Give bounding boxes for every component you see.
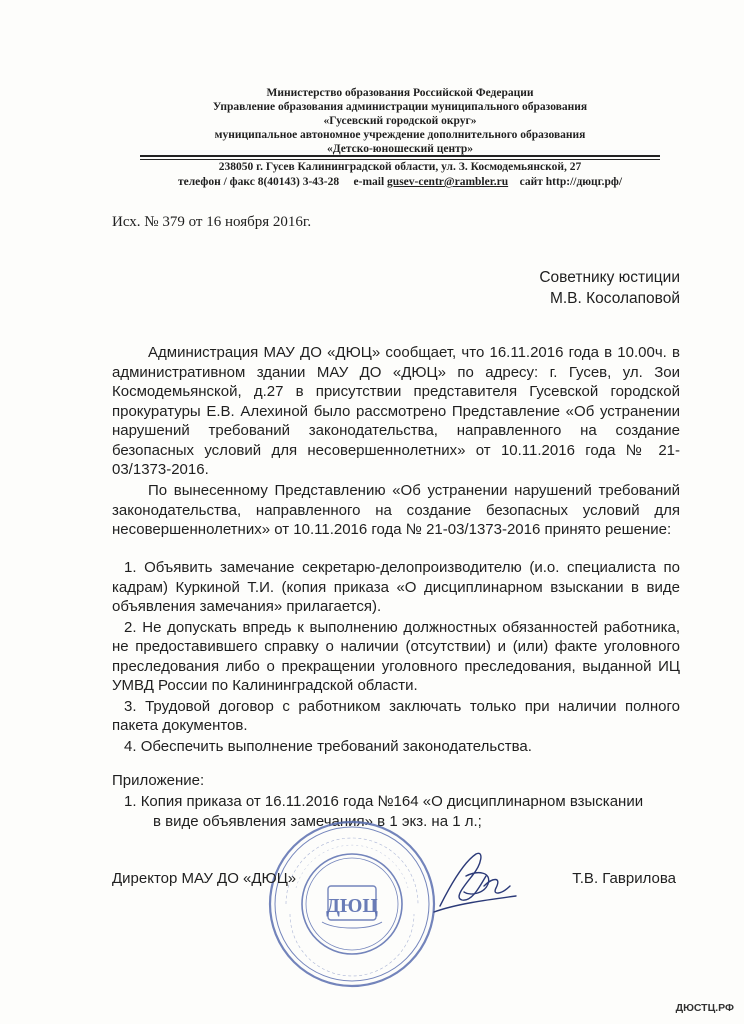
stamp-center-text: ДЮЦ	[326, 895, 378, 917]
body-paragraph-1: Администрация МАУ ДО «ДЮЦ» сообщает, что 16.11.2016 года в 10.00ч. в административном здании МАУ ДО «ДЮЦ» по адресу: г. Гусев, ул. Зои Космодемьянской, д.27 в присутствии представителя Гусевской городской прокуратуры Е.В. Алехиной было рассмотрено Представление «Об устранении нарушений требований законодательства, направленного на создание безопасных условий для несовершеннолетних» от 10.11.2016 года № 21-03/1373-2016.	[112, 344, 680, 478]
decision-list	[112, 558, 680, 757]
contact-line	[140, 175, 660, 190]
appendix-title: Приложение:	[112, 772, 205, 789]
decision-text: Объявить замечание секретарю-делопроизводителю (и.о. специалиста по кадрам) Куркиной Т.И. (копия приказа «О дисциплинарном взыскании в виде объявления замечания» прилагается).	[112, 559, 680, 615]
decision-item	[112, 737, 680, 757]
watermark: ДЮСТЦ.РФ	[675, 1002, 734, 1014]
letterhead	[140, 86, 660, 156]
outgoing-number: Исх. № 379 от 16 ноября 2016г.	[112, 214, 312, 230]
recipient-block	[539, 267, 680, 309]
appendix-item-line1: Копия приказа от 16.11.2016 года №164 «О дисциплинарном взыскании	[140, 793, 644, 810]
decision-item	[112, 618, 680, 696]
decision-text: Трудовой договор с работником заключать только при наличии полного пакета документов.	[112, 697, 681, 734]
email-link[interactable]: gusev-centr@rambler.ru	[387, 176, 509, 188]
signature	[426, 846, 522, 918]
letterhead-department: Управление образования администрации муниципального образования	[212, 101, 588, 113]
decision-number: 1.	[124, 559, 137, 576]
appendix-item-number: 1.	[124, 793, 137, 810]
decision-item	[112, 558, 680, 617]
phone-fax: телефон / факс 8(40143) 3-43-28	[177, 176, 340, 188]
decision-number: 2.	[124, 618, 137, 636]
official-stamp	[266, 818, 438, 990]
postal-address: 238050 г. Гусев Калининградской области, ул. З. Космодемьянской, 27	[218, 161, 582, 173]
decision-text: Обеспечить выполнение требований законодательства.	[140, 737, 532, 755]
letterhead-institution-name: «Детско-юношеский центр»	[326, 143, 474, 155]
email-label: e-mail	[353, 176, 385, 188]
decision-number: 3.	[124, 697, 137, 715]
recipient-name: М.В. Косолаповой	[549, 290, 680, 307]
decision-item	[112, 697, 680, 736]
decision-number: 4.	[124, 737, 137, 755]
appendix-item-line2: в виде объявления замечания» в 1 экз. на 1 л.;	[153, 812, 482, 830]
signatory-name: Т.В. Гаврилова	[572, 870, 676, 887]
recipient-title: Советнику юстиции	[539, 269, 680, 286]
website[interactable]: сайт http://дюцг.рф/	[519, 176, 623, 188]
body-paragraph-2: По вынесенному Представлению «Об устранении нарушений требований законодательства, направленного на создание безопасных условий для несовершеннолетних» от 10.11.2016 года № 21-03/1373-2016 принято решение:	[112, 482, 680, 538]
letterhead-district: «Гусевский городской округ»	[323, 115, 477, 127]
letterhead-institution-type: муниципальное автономное учреждение дополнительного образования	[214, 129, 586, 141]
letterhead-ministry: Министерство образования Российской Федерации	[266, 87, 534, 99]
signatory-position: Директор МАУ ДО «ДЮЦ»	[112, 870, 297, 887]
decision-text: Не допускать впредь к выполнению должностных обязанностей работника, не предоставившего справку о наличии (отсутствии) и (или) факте уголовного преследования либо о прекращении уголовного преследования, выданной ИЦ УМВД России по Калининградской области.	[112, 618, 680, 694]
letterhead-contacts	[140, 160, 660, 190]
letterhead-divider	[140, 155, 660, 157]
